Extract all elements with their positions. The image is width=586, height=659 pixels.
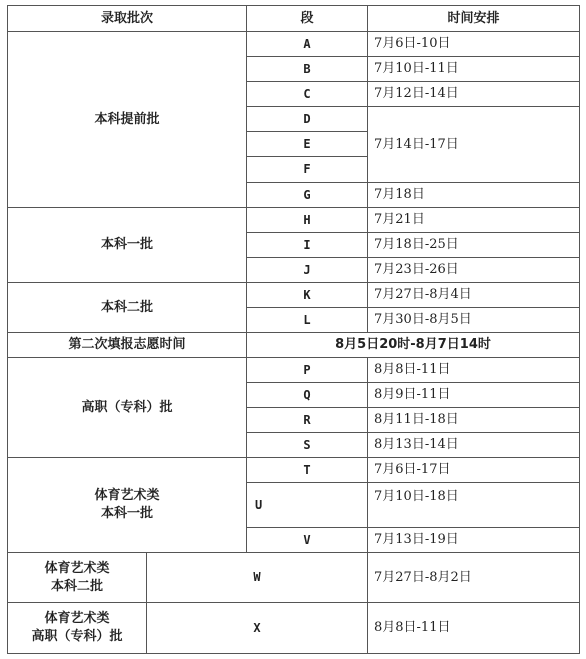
batch-cell (7, 552, 147, 603)
segment-cell: D (246, 106, 368, 132)
schedule-cell: 8月8日-11日 (367, 357, 580, 383)
segment-cell: S (246, 432, 368, 458)
schedule-cell: 8月9日-11日 (367, 382, 580, 408)
segment-cell: V (246, 527, 368, 553)
second-round-label: 第二次填报志愿时间 (7, 332, 247, 358)
schedule-cell: 7月12日-14日 (367, 81, 580, 107)
segment-cell: I (246, 232, 368, 258)
segment-cell: U (246, 482, 368, 528)
schedule-cell: 7月6日-17日 (367, 457, 580, 483)
segment-cell: G (246, 182, 368, 208)
batch-line: 高职（专科）批 (31, 629, 123, 644)
schedule-cell: 7月23日-26日 (367, 257, 580, 283)
schedule-cell: 7月27日-8月4日 (367, 282, 580, 308)
schedule-cell: 8月13日-14日 (367, 432, 580, 458)
schedule-cell: 7月27日-8月2日 (367, 552, 580, 603)
schedule-cell: 7月18日 (367, 182, 580, 208)
segment-cell: Q (246, 382, 368, 408)
second-round-time: 8月5日20时-8月7日14时 (246, 332, 580, 358)
batch-line: 体育艺术类 (44, 611, 110, 627)
schedule-cell: 8月8日-11日 (367, 602, 580, 654)
batch-cell (7, 602, 147, 654)
segment-cell: X (146, 602, 368, 654)
schedule-cell: 7月10日-18日 (367, 482, 580, 528)
segment-cell: K (246, 282, 368, 308)
batch-line: 体育艺术类 (44, 560, 110, 576)
segment-cell: E (246, 131, 368, 157)
segment-cell: C (246, 81, 368, 107)
schedule-cell: 7月6日-10日 (367, 31, 580, 57)
batch-cell: 本科提前批 (7, 31, 247, 208)
batch-cell: 本科二批 (7, 282, 247, 333)
segment-cell: F (246, 156, 368, 183)
batch-cell: 本科一批 (7, 207, 247, 283)
schedule-cell: 8月11日-18日 (367, 407, 580, 433)
segment-cell: W (146, 552, 368, 603)
schedule-cell: 7月13日-19日 (367, 527, 580, 553)
header-segment: 段 (246, 5, 368, 32)
segment-cell: J (246, 257, 368, 283)
schedule-cell: 7月30日-8月5日 (367, 307, 580, 333)
schedule-cell-merged: 7月14日-17日 (367, 106, 580, 183)
batch-line: 体育艺术类 (94, 488, 160, 504)
schedule-cell: 7月21日 (367, 207, 580, 233)
batch-cell (7, 457, 247, 553)
segment-cell: A (246, 31, 368, 57)
header-schedule: 时间安排 (367, 5, 580, 32)
segment-cell: B (246, 56, 368, 82)
segment-cell: P (246, 357, 368, 383)
schedule-cell: 7月10日-11日 (367, 56, 580, 82)
segment-cell: L (246, 307, 368, 333)
segment-cell: R (246, 407, 368, 433)
batch-line: 本科二批 (50, 578, 103, 594)
batch-line: 本科一批 (100, 506, 153, 521)
batch-cell: 高职（专科）批 (7, 357, 247, 458)
header-batch: 录取批次 (7, 5, 247, 32)
admission-schedule-table (7, 5, 580, 654)
segment-cell: T (246, 457, 368, 483)
segment-cell: H (246, 207, 368, 233)
schedule-cell: 7月18日-25日 (367, 232, 580, 258)
